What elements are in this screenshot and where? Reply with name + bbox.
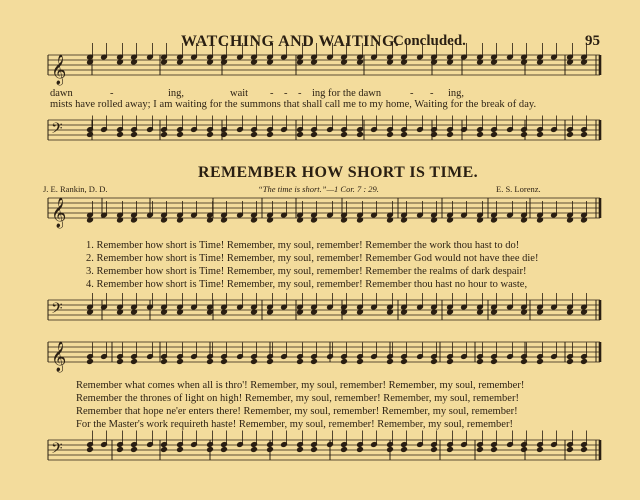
note-head (477, 359, 484, 365)
note-head (207, 132, 214, 138)
note-head (131, 132, 138, 138)
lyrics-line-2: mists have rolled away; I am waiting for the summons that shall call me to my home, Waiting for the break of day. (50, 99, 537, 110)
verse-line-2: 2. Remember how short is Time! Remember, my soul, remember! Remember God would not have thee die! (86, 253, 539, 264)
note-head (117, 132, 124, 138)
note-head (311, 359, 318, 365)
note-head (581, 447, 588, 453)
note-head (341, 447, 348, 453)
note-head (297, 132, 304, 138)
note-head (221, 359, 228, 365)
note-head (311, 447, 318, 453)
treble-clef-icon: 𝄞 (51, 55, 67, 85)
note-head (207, 359, 214, 365)
verse-line-4: 4. Remember how short is Time! Remember, my soul, remember! Remember thou hast no hour to waste, (86, 279, 528, 290)
note-head (267, 132, 274, 138)
note-head (87, 359, 94, 365)
lyric-word: - (110, 88, 114, 99)
lyric-word: - (284, 88, 288, 99)
note-head (177, 132, 184, 138)
note-head (567, 359, 574, 365)
note-head (447, 447, 454, 453)
lyric-word: - (298, 88, 302, 99)
note-head (117, 447, 124, 453)
note-head (537, 132, 544, 138)
note-head (341, 359, 348, 365)
lyric-word: dawn (50, 88, 73, 99)
note-head (477, 132, 484, 138)
song-title-remember: REMEMBER HOW SHORT IS TIME. (198, 164, 479, 181)
note-head (177, 359, 184, 365)
bass-clef-icon: 𝄢 (51, 440, 63, 461)
note-head (567, 132, 574, 138)
verse-line-1: 1. Remember how short is Time! Remember, my soul, remember! Remember the work thou hast to do! (86, 240, 520, 251)
note-head (491, 132, 498, 138)
refrain-line-1: Remember what comes when all is thro'! Remember, my soul, remember! Remember, my soul, remember! (76, 380, 525, 391)
note-head (401, 132, 408, 138)
note-head (251, 132, 258, 138)
note-head (387, 447, 394, 453)
note-head (521, 447, 528, 453)
author-credit: J. E. Rankin, D. D. (43, 184, 108, 194)
note-head (267, 447, 274, 453)
refrain-line-4: For the Master's work requireth haste! Remember, my soul, remember! Remember, my soul, remember! (76, 419, 513, 430)
note-head (251, 447, 258, 453)
note-head (581, 359, 588, 365)
note-head (177, 447, 184, 453)
note-head (537, 359, 544, 365)
lyric-word: wait (230, 88, 249, 99)
note-head (521, 132, 528, 138)
refrain-line-2: Remember the thrones of light on high! Remember, my soul, remember! Remember, my soul, remember! (76, 393, 519, 404)
note-head (131, 447, 138, 453)
concluded-label: Concluded. (393, 33, 466, 49)
note-head (341, 132, 348, 138)
note-head (567, 447, 574, 453)
lyric-word: ing, (448, 88, 465, 99)
verse-line-3: 3. Remember how short is Time! Remember, my soul, remember! Remember the realms of dark despair! (86, 266, 527, 277)
note-head (207, 447, 214, 453)
refrain-line-3: Remember that hope ne'er enters there! Remember, my soul, remember! Remember, my soul, remember! (76, 406, 518, 417)
song-title-watching: WATCHING AND WAITING. (181, 33, 400, 50)
note-head (581, 132, 588, 138)
note-head (161, 359, 168, 365)
lyric-word: ing, (168, 88, 185, 99)
note-head (401, 447, 408, 453)
note-head (161, 447, 168, 453)
page-number: 95 (585, 33, 600, 49)
lyric-word: ing for the dawn (312, 88, 382, 99)
note-head (297, 447, 304, 453)
note-head (491, 359, 498, 365)
note-head (387, 132, 394, 138)
note-head (401, 359, 408, 365)
note-head (87, 447, 94, 453)
note-head (431, 447, 438, 453)
note-head (117, 359, 124, 365)
note-head (311, 132, 318, 138)
note-head (447, 359, 454, 365)
bass-clef-icon: 𝄢 (51, 300, 63, 321)
lyric-word: - (410, 88, 414, 99)
note-head (221, 447, 228, 453)
lyric-word: - (430, 88, 434, 99)
bass-clef-icon: 𝄢 (51, 120, 63, 141)
note-head (297, 359, 304, 365)
note-head (357, 447, 364, 453)
note-head (537, 447, 544, 453)
note-head (251, 359, 258, 365)
note-head (477, 447, 484, 453)
note-head (387, 359, 394, 365)
note-head (357, 359, 364, 365)
scripture-reference: “The time is short.”—1 Cor. 7 : 29. (258, 184, 379, 194)
lyric-word: - (270, 88, 274, 99)
note-head (431, 359, 438, 365)
treble-clef-icon: 𝄞 (51, 198, 67, 228)
note-head (357, 132, 364, 138)
treble-clef-icon: 𝄞 (51, 342, 67, 372)
note-head (491, 447, 498, 453)
composer-credit: E. S. Lorenz. (496, 184, 541, 194)
note-head (267, 359, 274, 365)
note-head (447, 132, 454, 138)
note-head (131, 359, 138, 365)
note-head (161, 132, 168, 138)
note-head (521, 359, 528, 365)
